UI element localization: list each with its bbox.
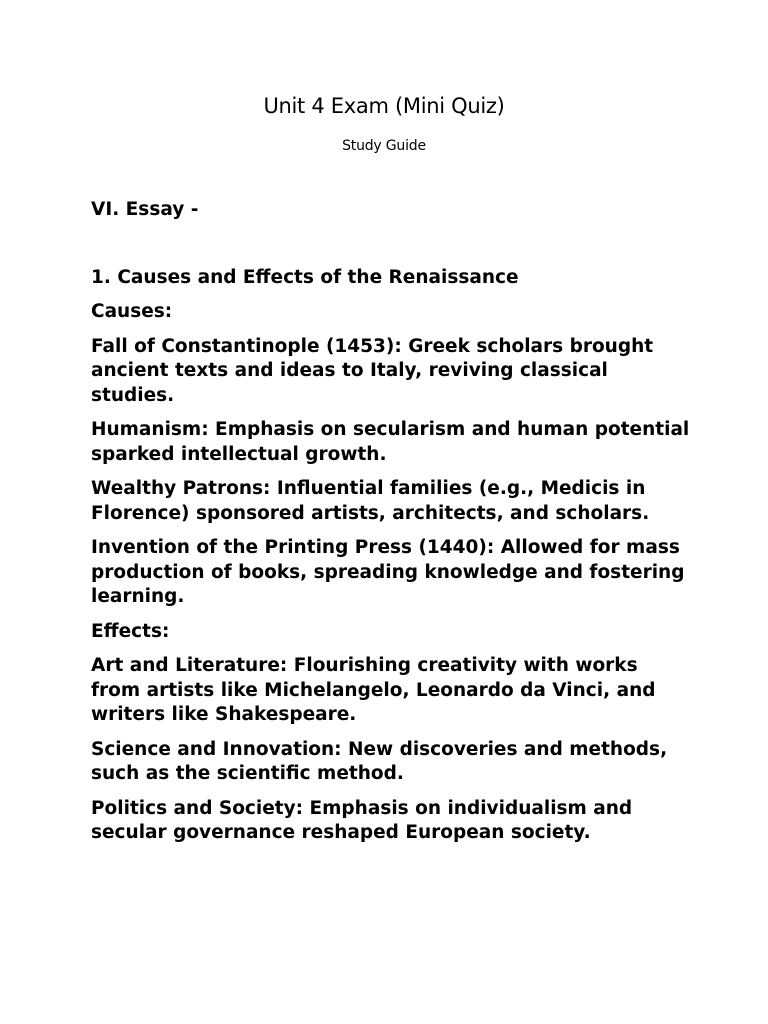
causes-label: Causes: — [91, 301, 173, 322]
section-label: VI. Essay - — [91, 199, 199, 220]
effect-item: Science and Innovation: New discoveries and methods, such as the scientific method. — [91, 738, 668, 784]
effects-label: Effects: — [91, 620, 170, 642]
effect-item: Art and Literature: Flourishing creativity with works from artists like Michelangelo, Leonardo da Vinci, and writers like Shakespeare. — [91, 655, 656, 725]
document-body — [91, 198, 691, 856]
effect-item: Politics and Society: Emphasis on individualism and secular governance reshaped European society. — [91, 797, 633, 843]
cause-item: Wealthy Patrons: Influential families (e.g., Medicis in Florence) sponsored artists, architects, and scholars. — [91, 478, 650, 524]
document-subtitle: Study Guide — [342, 138, 426, 154]
document-title: Unit 4 Exam (Mini Quiz) — [263, 94, 505, 118]
question-heading: 1. Causes and Effects of the Renaissance — [91, 266, 519, 288]
cause-item: Fall of Constantinople (1453): Greek scholars brought ancient texts and ideas to Italy, reviving classical studies. — [91, 335, 654, 406]
cause-item: Humanism: Emphasis on secularism and human potential sparked intellectual growth. — [91, 419, 690, 465]
cause-item: Invention of the Printing Press (1440): Allowed for mass production of books, spreading knowledge and fostering learning. — [91, 537, 685, 607]
